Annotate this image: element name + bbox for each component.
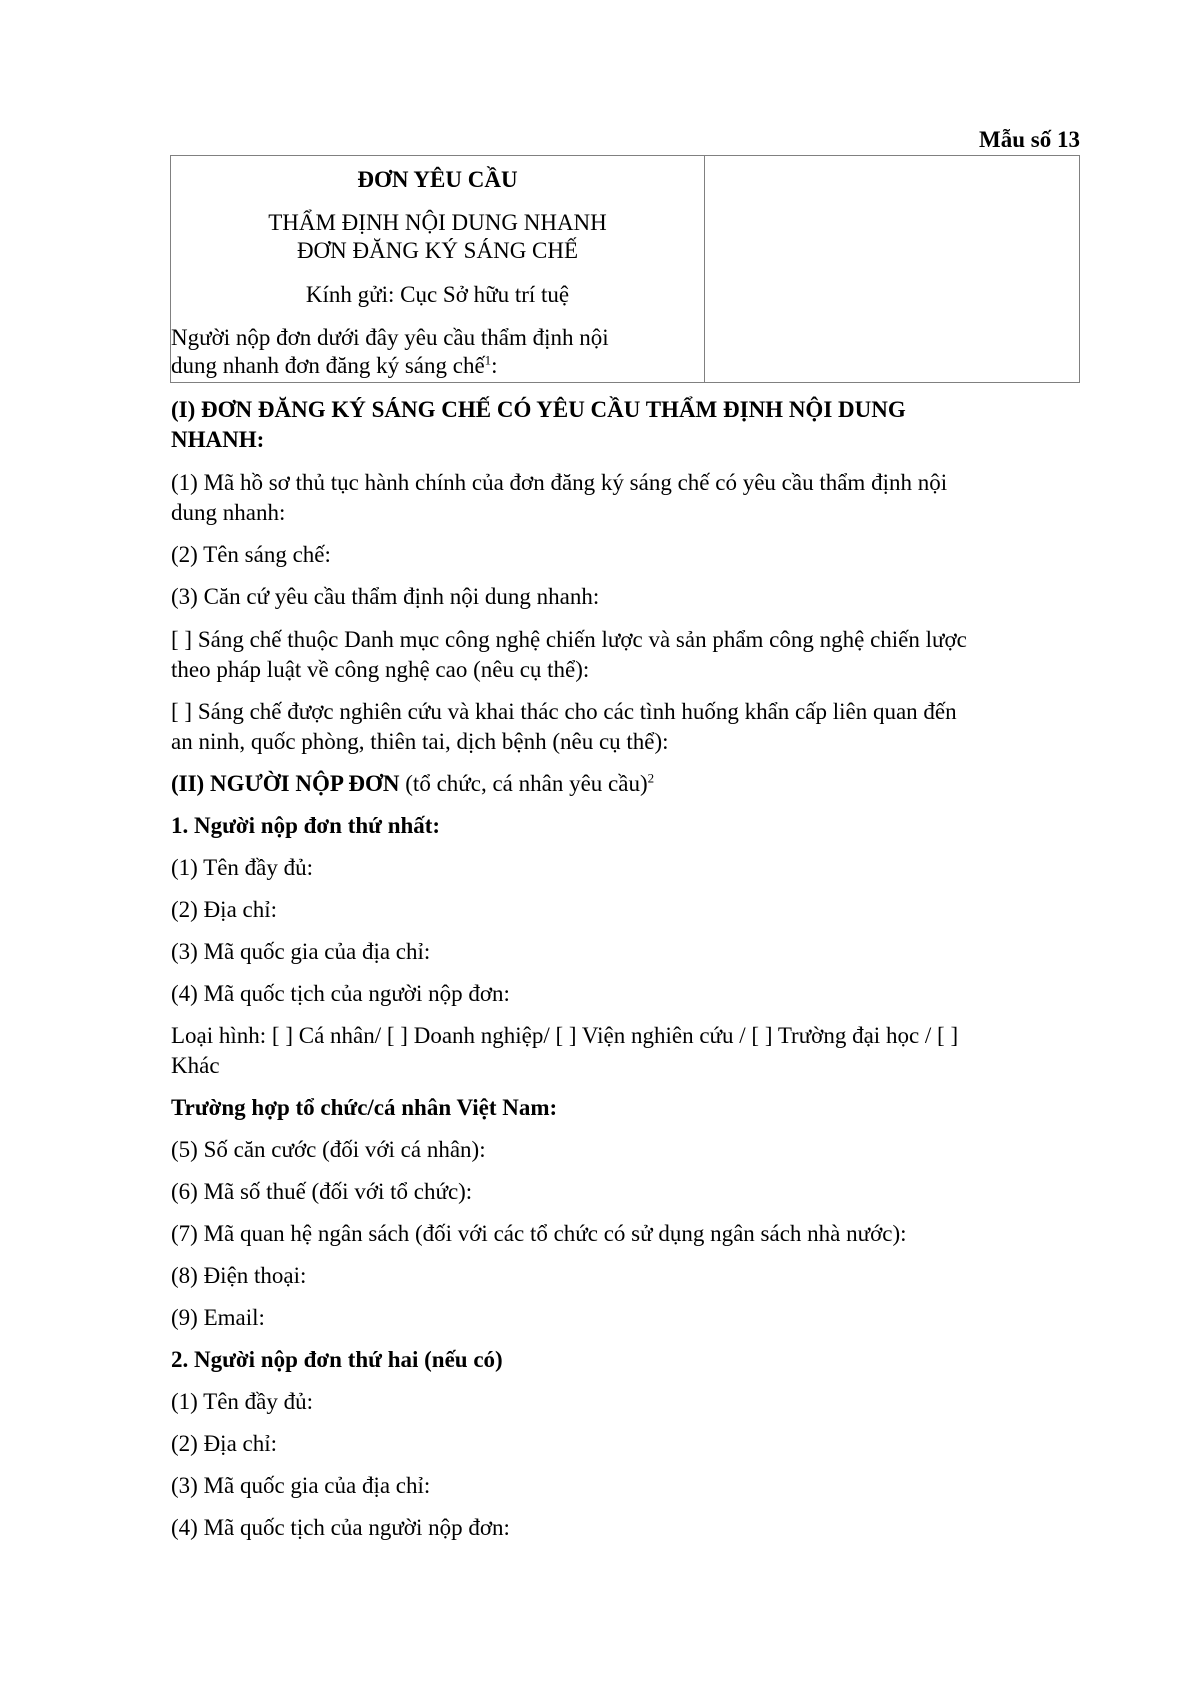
- section-2-heading-bold: (II) NGƯỜI NỘP ĐƠN: [171, 771, 400, 796]
- applicant-2-country-code: (3) Mã quốc gia của địa chỉ:: [171, 1473, 431, 1498]
- applicant-2-nationality-code: (4) Mã quốc tịch của người nộp đơn:: [171, 1515, 510, 1540]
- applicant-1-email: (9) Email:: [171, 1305, 265, 1330]
- applicant-2-address: (2) Địa chỉ:: [171, 1431, 278, 1456]
- applicant-1-budget-code: (7) Mã quan hệ ngân sách (đối với các tổ chức có sử dụng ngân sách nhà nước):: [171, 1221, 907, 1246]
- header-table: [170, 155, 1080, 383]
- section-1-heading-line-1: (I) ĐƠN ĐĂNG KÝ SÁNG CHẾ CÓ YÊU CẦU THẨM ĐỊNH NỘI DUNG: [171, 397, 906, 422]
- header-title-cell: [171, 156, 705, 382]
- form-subtitle-line-2: ĐƠN ĐĂNG KÝ SÁNG CHẾ: [296, 238, 579, 263]
- footnote-marker-1: 1: [484, 352, 492, 368]
- applicant-1-title: 1. Người nộp đơn thứ nhất:: [171, 813, 441, 838]
- intro-text: dung nhanh đơn đăng ký sáng chế: [171, 353, 485, 378]
- section-1-item-1-line-2: dung nhanh:: [171, 500, 286, 525]
- applicant-1-address: (2) Địa chỉ:: [171, 897, 278, 922]
- form-subtitle-line-1: THẨM ĐỊNH NỘI DUNG NHANH: [268, 210, 607, 235]
- section-2-heading-normal: (tổ chức, cá nhân yêu cầu): [399, 771, 648, 796]
- form-title: ĐƠN YÊU CẦU: [357, 167, 518, 192]
- basis-option-2-line-2: an ninh, quốc phòng, thiên tai, dịch bệnh (nêu cụ thể):: [171, 729, 669, 754]
- section-1-item-2: (2) Tên sáng chế:: [171, 542, 331, 567]
- applicant-2-fullname: (1) Tên đầy đủ:: [171, 1389, 314, 1414]
- applicant-1-type-line-2: Khác: [171, 1053, 220, 1078]
- applicant-1-phone: (8) Điện thoại:: [171, 1263, 307, 1288]
- intro-line-1: Người nộp đơn dưới đây yêu cầu thẩm định nội: [171, 325, 609, 350]
- vietnam-case-heading: Trường hợp tổ chức/cá nhân Việt Nam:: [171, 1095, 558, 1120]
- header-blank-cell: [705, 156, 1079, 382]
- section-2-heading: [171, 769, 1081, 799]
- basis-option-1-line-1: [ ] Sáng chế thuộc Danh mục công nghệ chiến lược và sản phẩm công nghệ chiến lược: [171, 627, 967, 652]
- applicant-1-type-line-1: Loại hình: [ ] Cá nhân/ [ ] Doanh nghiệp/ [ ] Viện nghiên cứu / [ ] Trường đại học / [ ]: [171, 1023, 959, 1048]
- section-1-item-3: (3) Căn cứ yêu cầu thẩm định nội dung nhanh:: [171, 584, 600, 609]
- applicant-2-title: 2. Người nộp đơn thứ hai (nếu có): [171, 1347, 503, 1372]
- section-1-heading-line-2: NHANH:: [171, 427, 265, 452]
- applicant-1-tax-code: (6) Mã số thuế (đối với tổ chức):: [171, 1179, 473, 1204]
- form-number: Mẫu số 13: [979, 127, 1080, 152]
- intro-line-2: [171, 352, 704, 380]
- basis-option-2-line-1: [ ] Sáng chế được nghiên cứu và khai thác cho các tình huống khẩn cấp liên quan đến: [171, 699, 957, 724]
- intro-colon: :: [491, 353, 498, 378]
- applicant-1-nationality-code: (4) Mã quốc tịch của người nộp đơn:: [171, 981, 510, 1006]
- recipient-line: Kính gửi: Cục Sở hữu trí tuệ: [305, 282, 570, 307]
- applicant-1-id-number: (5) Số căn cước (đối với cá nhân):: [171, 1137, 486, 1162]
- applicant-1-country-code: (3) Mã quốc gia của địa chỉ:: [171, 939, 431, 964]
- applicant-1-fullname: (1) Tên đầy đủ:: [171, 855, 314, 880]
- section-1-item-1-line-1: (1) Mã hồ sơ thủ tục hành chính của đơn đăng ký sáng chế có yêu cầu thẩm định nội: [171, 470, 948, 495]
- footnote-marker-2: 2: [647, 770, 655, 786]
- basis-option-1-line-2: theo pháp luật về công nghệ cao (nêu cụ thể):: [171, 657, 590, 682]
